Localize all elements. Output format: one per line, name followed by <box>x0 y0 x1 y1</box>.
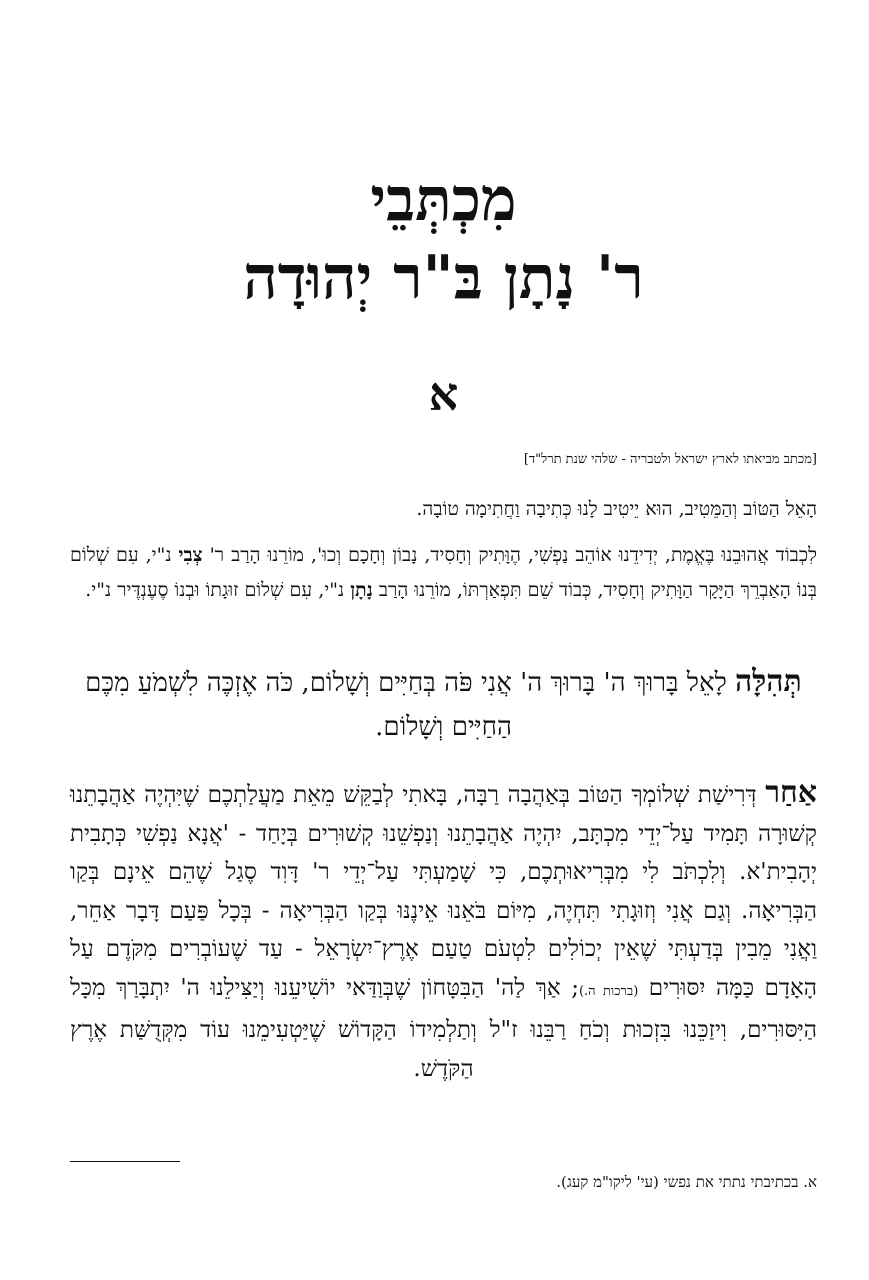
footnote-divider <box>70 1161 180 1162</box>
praise-lead-word: תְּהִלָּה <box>735 664 802 699</box>
address-text-2: נ"י, עִם שְׁלוֹם בְּנוֹ הָאַבְרֵךְ הַיָּקָר הַוָּתִיק וְחָסִיד, כְּבוֹד שֵׁם תִּפְאַרְתּוֹ, מוֹרֵנוּ הָרַב <box>70 544 817 601</box>
recipient-name-1: צְבִי <box>178 544 203 566</box>
letter-number: א <box>428 367 459 421</box>
address-paragraph <box>70 538 817 608</box>
document-page <box>70 0 817 1280</box>
citation: (ברכות ה.) <box>578 983 639 999</box>
footnote: א. בכתיבתי נתתי את נפשי (עי' ליקו"מ קעג). <box>556 1173 817 1191</box>
address-text-3: נ"י, עִם שְׁלוֹם זוּגָתוֹ וּבְנוֹ סֶעֶנְדֶּיר נ"י. <box>85 579 345 601</box>
body-lead-word: אַחַר <box>765 775 817 810</box>
book-title: מִכְתְּבֵי <box>370 165 517 235</box>
opening-greeting: הָאֵל הַטּוֹב וְהַמֵּטִיב, הוּא יֵיטִיב לָנוּ כְּתִיבָה וַחֲתִימָה טוֹבָה. <box>416 498 817 520</box>
address-text-1: לִכְבוֹד אֲהוּבֵנוּ בֶּאֱמֶת, יְדִידֵנוּ אוֹהֵב נַפְשִׁי, הֶוָּתִיק וְחָסִיד, נָבוֹן וְחָכָם וְכוּ', מוֹרֵנוּ הָרַב ר' <box>209 544 818 566</box>
book-subtitle: ר' נָתָן בּ"ר יְהוּדָה <box>243 243 644 313</box>
letter-context-note: [מכתב מביאתו לארץ ישראל ולטבריה - שלהי שנת תרל"ד] <box>523 452 817 467</box>
praise-text: לָאֵל בָּרוּךְ ה' בָּרוּךְ ה' אֲנִי פֹּה בְּחַיִּים וְשָׁלוֹם, כֹּה אֶזְכֶּה לִשְׁמֹעַ מִכֶּם הַחַיִּים וְשָׁלוֹם. <box>85 668 727 742</box>
recipient-name-2: נָתָן <box>350 579 373 601</box>
praise-paragraph <box>70 660 817 749</box>
body-paragraph <box>70 774 817 1088</box>
body-text-2: ; אַךְ לַה' הַבִּטָּחוֹן שֶׁבְּוַדַּאי יוֹשִׁיעֵנוּ וְיַצִּילֵנוּ ה' יִתְבָּרַךְ מִכָּל הַיִּסּוּרִים, וִיזַכֵּנוּ בִּזְכוּת וְכֹחַ רַבֵּנוּ ז"ל וְתַלְמִידוֹ הַקָּדוֹשׁ שֶׁיַּטְעִימֵנוּ עוֹד מִקְּדֻשַּׁת אֶרֶץ הַקֹּדֶשׁ. <box>70 974 817 1082</box>
body-text-1: דְּרִישַׁת שְׁלוֹמְךָ הַטּוֹב בְּאַהֲבָה רַבָּה, בָּאתִי לְבַקֵּשׁ מֵאֵת מַעֲלַתְכֶם שֶׁיִּהְיֶה אַהֲבָתֵנוּ קְשׁוּרָה תָּמִיד עַל־יְדֵי מִכְתָּב, יִהְיֶה אַהֲבָתֵנוּ וְנַפְשֵׁנוּ קְשׁוּרִים בְּיָחַד - 'אֲנָא נַפְשִׁי כְּתָבִית יְהָבִית'א. וְלִכְתֹּב לִי מִבְּרִיאוּתְכֶם, כִּי שָׁמַעְתִּי עַל־יְדֵי ר' דָּוִד סֶגַל שֶׁהֵם אֵינָם בְּקַו הַבְּרִיאָה. וְגַם אֲנִי וְזוּגָתִי תִּחְיֶה, מִיּוֹם בֹּאֵנוּ אֵינֶנּוּ בְּקַו הַבְּרִיאָה - בְּכָל פַּעַם דָּבָר אַחֵר, וַאֲנִי מֵבִין בְּדַעְתִּי שֶׁאֵין יְכוֹלִים לִטְעֹם טַעַם אֶרֶץ־יִשְׂרָאֵל - עַד שֶׁעוֹבְרִים מִקֹּדֶם עַל הָאָדָם כַּמָּה יִסּוּרִים <box>70 782 817 1001</box>
